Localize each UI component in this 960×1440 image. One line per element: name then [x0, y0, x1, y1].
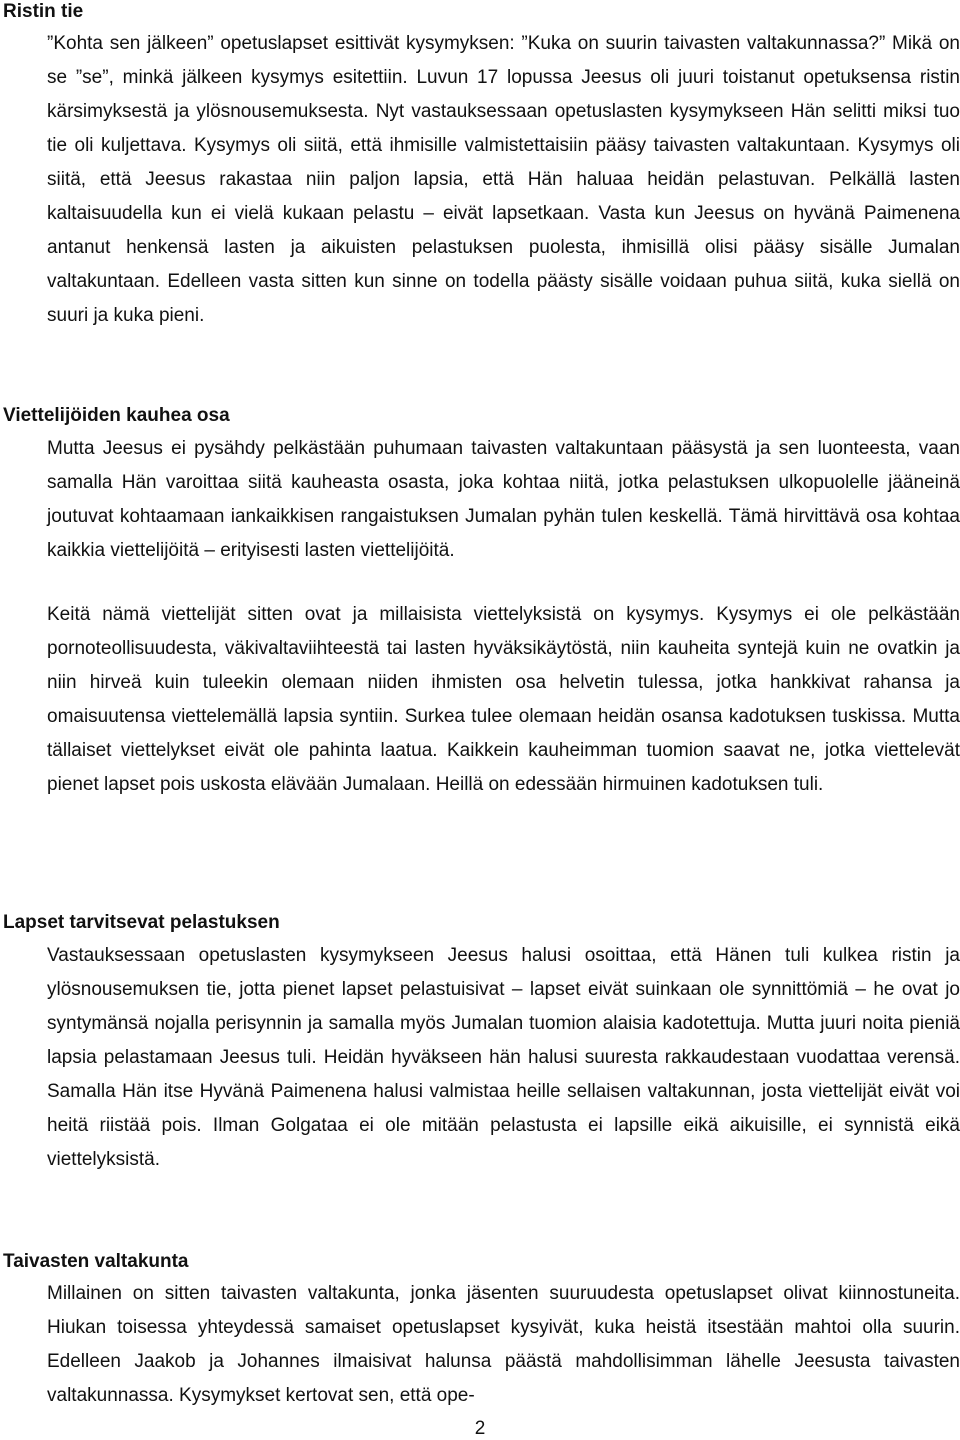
section-paragraph: Mutta Jeesus ei pysähdy pelkästään puhumaan taivasten valtakuntaan pääsystä ja sen luonteesta, vaan samalla Hän varoittaa siitä kauheasta osasta, joka kohtaa niitä, jotka pelastuksen ulkopuolelle jääneinä joutuvat kohtaamaan iankaikkisen rangaistuksen Jumalan pyhän tulen keskellä. Tämä hirvittävä osa kohtaa kaikkia viettelijöitä – erityisesti lasten viettelijöitä. — [47, 438, 960, 561]
section-heading: Viettelijöiden kauhea osa — [3, 405, 230, 426]
section-paragraph: Keitä nämä viettelijät sitten ovat ja millaisista viettelyksistä on kysymys. Kysymys ei ole pelkästään pornoteollisuudesta, väkivaltaviihteestä tai lasten hyväksikäytöstä, niin kauheita syntejä kuin ne ovatkin ja niin hirveä kuin tuleekin olemaan niiden ihmisten osa helvetin tulessa, jotka hankkivat rahansa ja omaisuutensa viettelemällä lapsia syntiin. Surkea tulee olemaan heidän osansa kadotuksen tuskissa. Mutta tällaiset viettelykset eivät ole pahinta laatua. Kaikkein kauheimman tuomion saavat ne, jotka viettelevät pienet lapset pois uskosta elävään Jumalaan. Heillä on edessään hirmuinen kadotuksen tuli. — [47, 604, 960, 795]
section-viettelijoiden-kauhea-osa — [0, 404, 960, 802]
section-paragraph: ”Kohta sen jälkeen” opetuslapset esittivät kysymyksen: ”Kuka on suurin taivasten valtakunnassa?” Mikä on se ”se”, minkä jälkeen kysymys esitettiin. Luvun 17 lopussa Jeesus oli juuri toistanut opetuksensa ristin kärsimyksestä ja ylösnousemuksesta. Nyt vastauksessaan opetuslasten kysymykseen Hän selitti miksi tuo tie oli kuljettava. Kysymys oli siitä, että ihmisille valmistettaisiin pääsy taivasten valtakuntaan. Kysymys oli siitä, että Jeesus rakastaa niin paljon lapsia, että Hän haluaa heidän pelastuvan. Pelkällä lasten kaltaisuudella kun ei vielä kukaan pelastu – eivät lapsetkaan. Vasta kun Jeesus on hyvänä Paimenena antanut henkensä lasten ja aikuisten pelastuksen puolesta, ihmisillä olisi pääsy sisälle Jumalan valtakuntaan. Edelleen vasta sitten kun sinne on todella päästy sisälle voidaan puhua siitä, kuka siellä on suuri ja kuka pieni. — [47, 33, 960, 326]
section-paragraph: Millainen on sitten taivasten valtakunta, jonka jäsenten suuruudesta opetuslapset olivat kiinnostuneita. Hiukan toisessa yhteydessä samaiset opetuslapset kysyivät, kuka heistä itsestään mahtoi olla suurin. Edelleen Jaakob ja Johannes ilmaisivat halunsa päästä mahdollisimman lähelle Jeesusta taivasten valtakunnassa. Kysymykset kertovat sen, että ope- — [47, 1283, 960, 1406]
section-ristin-tie — [0, 0, 960, 333]
page-number: 2 — [474, 1418, 486, 1439]
section-taivasten-valtakunta — [0, 1250, 960, 1413]
section-lapset-tarvitsevat-pelastuksen — [0, 911, 960, 1177]
section-paragraph: Vastauksessaan opetuslasten kysymykseen Jeesus halusi osoittaa, että Hänen tuli kulkea ristin ja ylösnousemuksen tie, jotta pienet lapset pelastuisivat – lapset eivät suinkaan ole synnittömiä – he ovat jo syntymänsä nojalla perisynnin ja samalla myös Jumalan tuomion alaisia kadotettuja. Mutta juuri noita pieniä lapsia pelastamaan Jeesus tuli. Heidän hyväkseen hän halusi suuresta rakkaudestaan vuodattaa verensä. Samalla Hän itse Hyvänä Paimenena halusi valmistaa heille sellaisen valtakunnan, josta viettelijät eivät voi heitä riistää pois. Ilman Golgataa ei ole mitään pelastusta ei lapsille eikä aikuisille, ei synnistä eikä viettelyksistä. — [47, 945, 960, 1170]
section-heading: Taivasten valtakunta — [3, 1251, 189, 1272]
section-heading: Ristin tie — [3, 1, 84, 22]
section-heading: Lapset tarvitsevat pelastuksen — [3, 912, 280, 933]
